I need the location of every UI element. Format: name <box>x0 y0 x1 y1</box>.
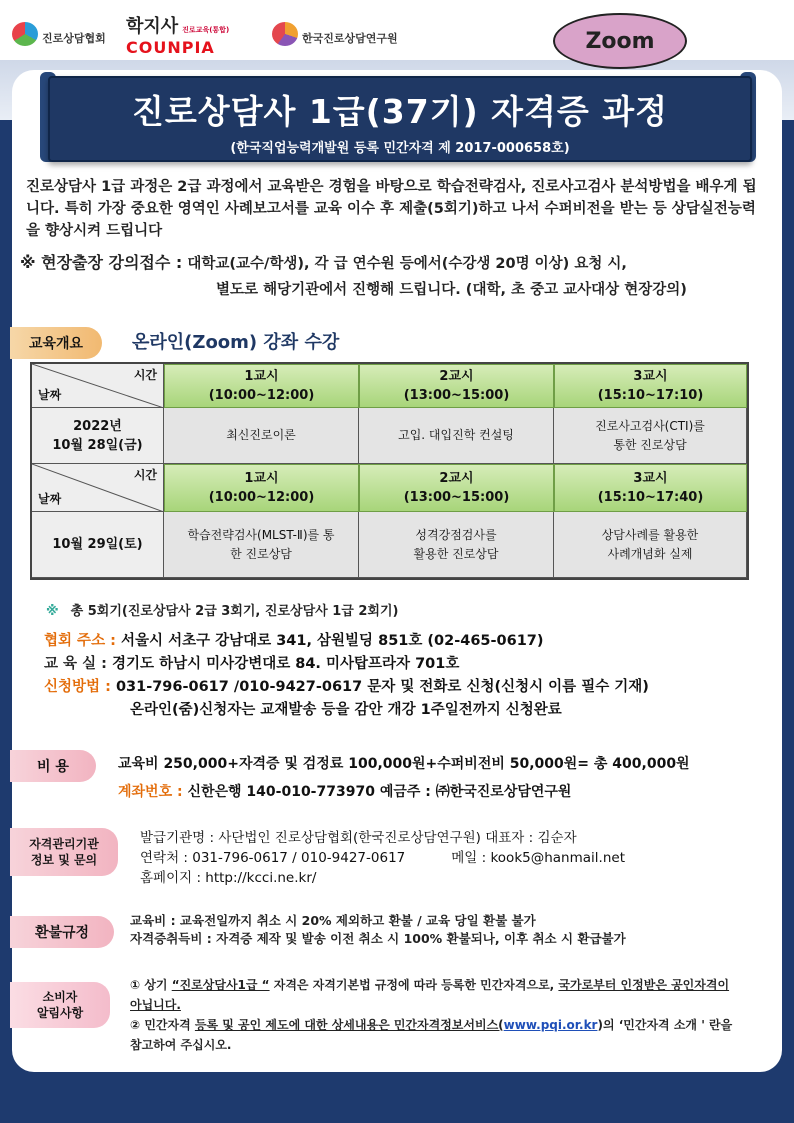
consumer-p1-quote: “진로상담사1급 “ <box>171 978 270 992</box>
table-row <box>32 364 747 408</box>
refund-label: 환불규정 <box>10 916 114 948</box>
intro-paragraph: 진로상담사 1급 과정은 2급 과정에서 교육받은 경험을 바탕으로 학습전략검사, 진로사고검사 분석방법을 배우게 됩니다. 특히 가장 중요한 영역인 사례보고서를 교육 이수 후 제출(5회기)하고 나서 수퍼비전을 받는 등 상담실전능력을 향상시켜 드립니다 <box>26 179 757 239</box>
period-time: (15:10~17:40) <box>597 490 704 505</box>
org-label-line2: 정보 및 문의 <box>30 853 98 867</box>
period-header <box>164 364 359 408</box>
corner-date-label: 날짜 <box>38 492 62 506</box>
session-text: 진로사고검사(CTI)를 <box>595 418 705 433</box>
period-time: (13:00~15:00) <box>403 490 510 505</box>
session-cell <box>359 512 554 578</box>
corner-cell <box>32 364 164 408</box>
title-banner <box>48 76 752 162</box>
period-header <box>164 464 359 512</box>
apply-value-2: 온라인(줌)신청자는 교재발송 등을 감안 개강 1주일전까지 신청완료 <box>130 702 562 718</box>
addr-value: 서울시 서초구 강남대로 341, 삼원빌딩 851호 (02-465-0617) <box>121 633 544 649</box>
table-row <box>32 464 747 512</box>
dispatch-line1: 대학교(교수/학생), 각 급 연수원 등에서(수강생 20명 이상) 요청 시, <box>187 256 627 272</box>
period-header <box>554 364 747 408</box>
session-text: 한 진로상담 <box>230 546 292 561</box>
date-cell <box>32 408 164 464</box>
contact-info <box>44 630 764 722</box>
assoc-logo-icon <box>12 22 38 46</box>
assoc-name: 진로상담협회 <box>42 32 106 45</box>
consumer-p1-pre: ① 상기 <box>130 978 172 992</box>
period-header <box>359 364 554 408</box>
period-name: 2교시 <box>439 471 474 486</box>
period-name: 2교시 <box>439 369 474 384</box>
dispatch-lead: ※ 현장출장 강의접수 : <box>20 253 183 272</box>
consumer-label-line2: 알림사항 <box>36 1006 84 1020</box>
corner-time-label: 시간 <box>133 468 157 482</box>
period-name: 3교시 <box>633 471 668 486</box>
room-value: 경기도 하남시 미사강변대로 84. 미사탑프라자 701호 <box>112 656 460 672</box>
session-text: 사례개념화 실제 <box>607 546 693 561</box>
session-text: 학습전략검사(MLST-Ⅱ)를 통 <box>187 527 335 542</box>
consumer-p2-pre: ② 민간자격 <box>130 1018 195 1032</box>
zoom-badge: Zoom <box>553 13 687 69</box>
org-label <box>10 828 118 876</box>
hakjisa-logo[interactable] <box>126 18 229 57</box>
corner-cell <box>32 464 164 512</box>
consumer-p1-underline: 국가로부터 인정받은 공인자격이 아닙니다. <box>130 978 730 1012</box>
consumer-label-line1: 소비자 <box>42 990 78 1004</box>
session-text: 최신진로이론 <box>226 428 296 442</box>
room-label: 교 육 실 : <box>44 656 107 672</box>
org-phone: 연락처 : 031-796-0617 / 010-9427-0617 <box>140 850 406 866</box>
period-time: (13:00~15:00) <box>403 388 510 403</box>
date-year: 2022년 <box>73 418 122 434</box>
institute-name: 한국진로상담연구원 <box>302 32 398 45</box>
consumer-label <box>10 982 110 1028</box>
period-header <box>554 464 747 512</box>
consumer-p1-mid: 자격은 자격기본법 규정에 따라 등록한 민간자격으로, <box>269 978 559 992</box>
note-text: 총 5회기(진로상담사 2급 3회기, 진로상담사 1급 2회기) <box>70 604 399 619</box>
table-row <box>32 408 747 464</box>
session-text: 상담사례를 활용한 <box>601 527 699 542</box>
date-day: 10월 29일(토) <box>52 537 143 552</box>
institute-logo[interactable] <box>272 22 398 46</box>
org-email[interactable]: 메일 : kook5@hanmail.net <box>451 850 625 866</box>
refund-info <box>130 912 770 948</box>
apply-value: 031-796-0617 /010-9427-0617 문자 및 전화로 신청(신청시 이름 필수 기재) <box>115 679 649 695</box>
edu-overview-label: 교육개요 <box>10 327 102 359</box>
sessions-note <box>46 600 398 619</box>
period-time: (15:10~17:10) <box>597 388 704 403</box>
session-cell <box>359 408 554 464</box>
session-cell <box>164 408 359 464</box>
consumer-notice <box>130 975 735 1055</box>
consumer-p1 <box>130 975 735 1015</box>
corner-date-label: 날짜 <box>38 388 62 402</box>
edu-subhead: 온라인(Zoom) 강좌 수강 <box>132 332 340 353</box>
addr-label: 협회 주소 : <box>44 633 116 649</box>
dispatch-line2: 별도로 해당기관에서 진행해 드립니다. (대학, 초 중고 교사대상 현장강의) <box>216 282 687 298</box>
institute-logo-icon <box>272 22 298 46</box>
org-homepage[interactable]: 홈페이지 : http://kcci.ne.kr/ <box>140 870 317 886</box>
period-time: (10:00~12:00) <box>208 490 315 505</box>
table-row <box>32 512 747 578</box>
session-cell <box>164 512 359 578</box>
consumer-p2-post: )의 ‘민간자격 소개 ' 란을 참고하여 주십시오. <box>130 1018 733 1052</box>
page-title: 진로상담사 1급(37기) 자격증 과정 <box>131 92 669 131</box>
note-star: ※ <box>46 604 59 619</box>
period-name: 3교시 <box>633 369 668 384</box>
page-subtitle: (한국직업능력개발원 등록 민간자격 제 2017-000658호) <box>230 141 570 156</box>
account-value: 신한은행 140-010-773970 예금주 : ㈜한국진로상담연구원 <box>187 784 572 800</box>
account-label: 계좌번호 : <box>118 784 183 800</box>
refund-line2: 자격증취득비 : 자격증 제작 및 발송 이전 취소 시 100% 환불되나, 이후 취소 시 환급불가 <box>130 931 626 946</box>
period-name: 1교시 <box>244 471 279 486</box>
corner-time-label: 시간 <box>133 368 157 382</box>
consumer-p2 <box>130 1015 735 1055</box>
date-day: 10월 28일(금) <box>52 437 143 453</box>
assoc-logo[interactable] <box>12 22 106 46</box>
dispatch-notice <box>20 250 760 303</box>
pqi-link[interactable]: www.pqi.or.kr <box>503 1018 598 1032</box>
session-text: 통한 진로상담 <box>613 437 687 452</box>
session-cell <box>554 408 747 464</box>
session-text: 고입. 대입진학 컨설팅 <box>398 428 514 442</box>
hakjisa-name: 학지사 <box>126 16 179 37</box>
session-text: 성격강점검사를 <box>415 527 497 542</box>
period-time: (10:00~12:00) <box>208 388 315 403</box>
counpia-name: COUNPIA <box>126 38 215 57</box>
org-label-line1: 자격관리기관 <box>29 837 99 851</box>
fee-line: 교육비 250,000+자격증 및 검정료 100,000원+수퍼비전비 50,000원= 총 400,000원 <box>118 756 690 772</box>
schedule-table <box>30 362 749 580</box>
apply-label: 신청방법 : <box>44 679 111 695</box>
date-cell <box>32 512 164 578</box>
session-cell <box>554 512 747 578</box>
session-text: 활용한 진로상담 <box>413 546 499 561</box>
fee-info <box>118 750 768 806</box>
org-info <box>140 828 780 888</box>
period-header <box>359 464 554 512</box>
refund-line1: 교육비 : 교육전일까지 취소 시 20% 제외하고 환불 / 교육 당일 환불 불가 <box>130 913 536 928</box>
period-name: 1교시 <box>244 369 279 384</box>
org-issuer: 발급기관명 : 사단법인 진로상담협회(한국진로상담연구원) 대표자 : 김순자 <box>140 830 577 846</box>
hakjisa-wordmark <box>126 18 229 39</box>
hakjisa-sub: 진로교육(통합) <box>182 26 230 34</box>
fee-label: 비 용 <box>10 750 96 782</box>
consumer-p2-underline: 등록 및 공인 제도에 대한 상세내용은 민간자격정보서비스( <box>194 1018 504 1032</box>
